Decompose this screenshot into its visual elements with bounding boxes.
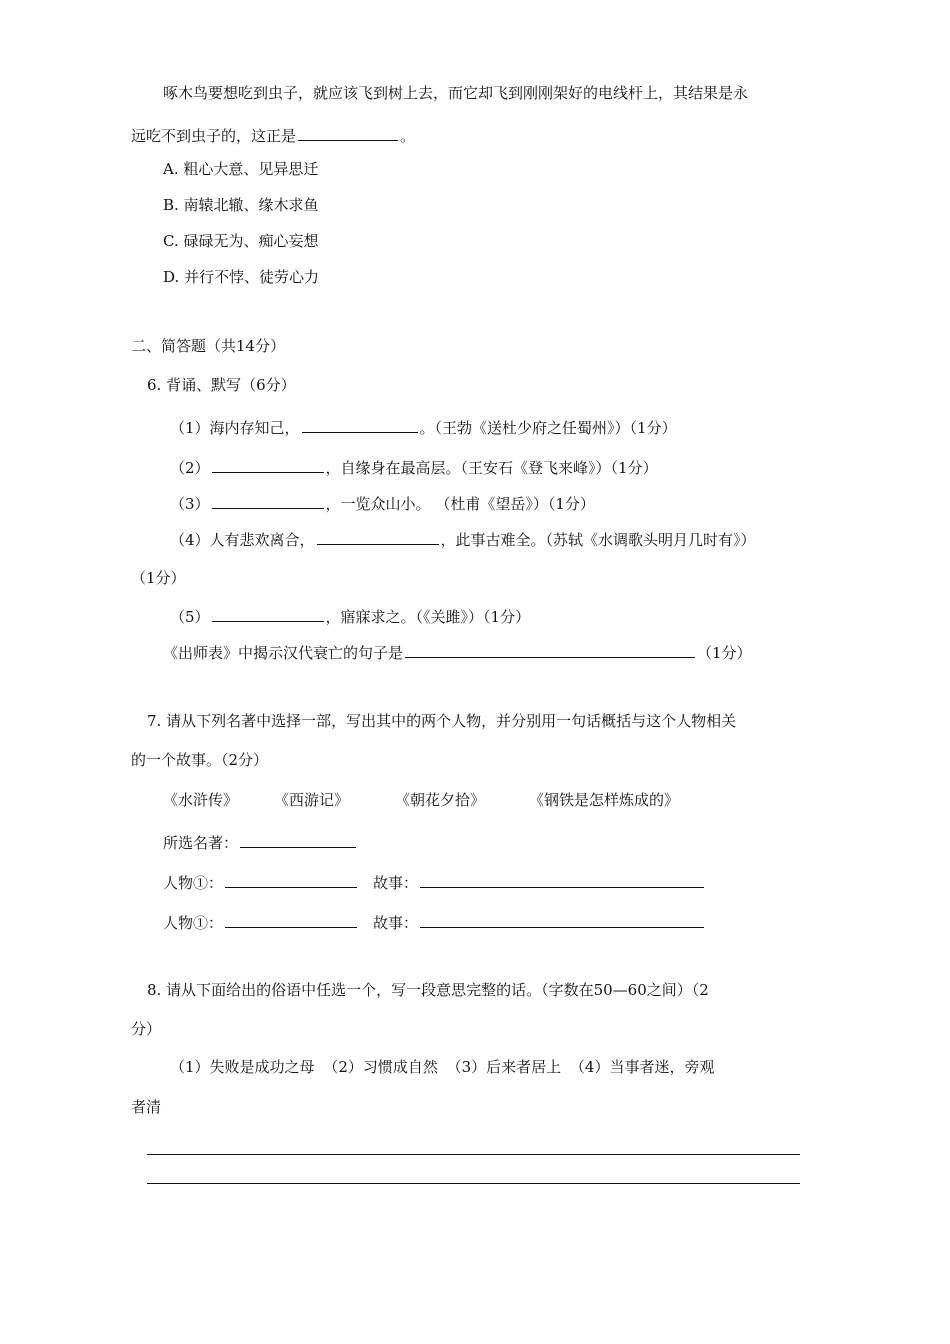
q6-item6-suffix: （1分） <box>697 644 752 662</box>
q8-line1: 8. 请从下面给出的俗语中任选一个，写一段意思完整的话。（字数在50—60之间）（2 <box>147 981 709 999</box>
q6-item4-cont: （1分） <box>131 569 186 587</box>
q6-item5-prefix: （5） <box>170 608 210 626</box>
q7-person2-row <box>163 913 706 931</box>
section2-title: 二、简答题（共14分） <box>131 337 286 355</box>
q6-item5 <box>170 607 530 625</box>
q5-option-b: B. 南辕北辙、缘木求鱼 <box>163 196 319 214</box>
q6-item2-prefix: （2） <box>170 459 210 477</box>
q5-stem-line2 <box>131 126 415 144</box>
q5-option-c: C. 碌碌无为、痴心妄想 <box>163 232 319 250</box>
q5-option-a: A. 粗心大意、见异思迁 <box>163 160 319 178</box>
q6-item4-blank[interactable] <box>317 530 439 545</box>
q6-item6-blank[interactable] <box>405 643 695 658</box>
q6-item2 <box>170 458 658 476</box>
q7-book-1: 《水浒传》 <box>163 791 239 809</box>
q7-story1-blank[interactable] <box>420 873 704 888</box>
q6-item6-prefix: 《出师表》中揭示汉代衰亡的句子是 <box>163 644 404 662</box>
q8-proverbs-line: （1）失败是成功之母 （2）习惯成自然 （3）后来者居上 （4）当事者迷，旁观 <box>170 1058 715 1076</box>
q7-person2-label: 人物①： <box>163 914 224 932</box>
q7-selected-row <box>163 833 358 851</box>
q6-item2-suffix: ，自缘身在最高层。（王安石《登飞来峰》）（1分） <box>325 459 658 477</box>
q7-line1: 7. 请从下列名著中选择一部，写出其中的两个人物，并分别用一句话概括与这个人物相关 <box>147 712 737 730</box>
q7-story1-label: 故事： <box>373 874 419 892</box>
q8-answer-line-2[interactable] <box>147 1183 800 1184</box>
q7-book-list <box>163 793 679 808</box>
q7-book-3: 《朝花夕拾》 <box>395 791 486 809</box>
q6-item1-prefix: （1）海内存知己， <box>170 419 300 437</box>
q5-stem-prefix: 远吃不到虫子的，这正是 <box>131 127 297 145</box>
q7-selected-label: 所选名著： <box>163 834 239 852</box>
q6-item1-suffix: 。（王勃《送杜少府之任蜀州》）（1分） <box>419 419 677 437</box>
q5-option-d: D. 并行不悖、徒劳心力 <box>163 268 320 286</box>
q7-person1-label: 人物①： <box>163 874 224 892</box>
q5-stem-suffix: 。 <box>400 127 416 145</box>
q7-person1-row <box>163 873 706 891</box>
q7-story2-label: 故事： <box>373 914 419 932</box>
q6-item5-suffix: ，寤寐求之。（《关雎》）（1分） <box>325 608 531 626</box>
q7-person2-blank[interactable] <box>225 913 357 928</box>
q6-item1 <box>170 418 677 436</box>
q8-proverbs-cont: 者清 <box>131 1098 162 1116</box>
q5-stem-line1: 啄木鸟要想吃到虫子，就应该飞到树上去，而它却飞到刚刚架好的电线杆上，其结果是永 <box>163 84 749 102</box>
q6-item3-blank[interactable] <box>212 494 324 509</box>
q6-title: 6. 背诵、默写（6分） <box>147 376 296 394</box>
q6-item1-blank[interactable] <box>302 418 418 433</box>
q6-item5-blank[interactable] <box>212 607 324 622</box>
q7-person1-blank[interactable] <box>225 873 357 888</box>
q6-item3-prefix: （3） <box>170 495 210 513</box>
q8-line2: 分） <box>131 1020 162 1038</box>
q7-book-4: 《钢铁是怎样炼成的》 <box>529 791 680 809</box>
q5-answer-blank[interactable] <box>298 126 398 141</box>
q6-item4-prefix: （4）人有悲欢离合， <box>170 531 315 549</box>
q6-item3 <box>170 494 595 512</box>
q7-line2: 的一个故事。（2分） <box>131 751 269 769</box>
q7-story2-blank[interactable] <box>420 913 704 928</box>
q6-item6 <box>163 643 752 661</box>
q6-item4-suffix: ，此事古难全。（苏轼《水调歌头明月几时有》） <box>440 531 756 549</box>
q8-answer-line-1[interactable] <box>147 1154 800 1155</box>
q7-book-2: 《西游记》 <box>274 791 350 809</box>
q7-selected-blank[interactable] <box>240 833 356 848</box>
q6-item3-suffix: ，一览众山小。 （杜甫《望岳》）（1分） <box>325 495 595 513</box>
q6-item4 <box>170 530 756 548</box>
q6-item2-blank[interactable] <box>212 458 324 473</box>
